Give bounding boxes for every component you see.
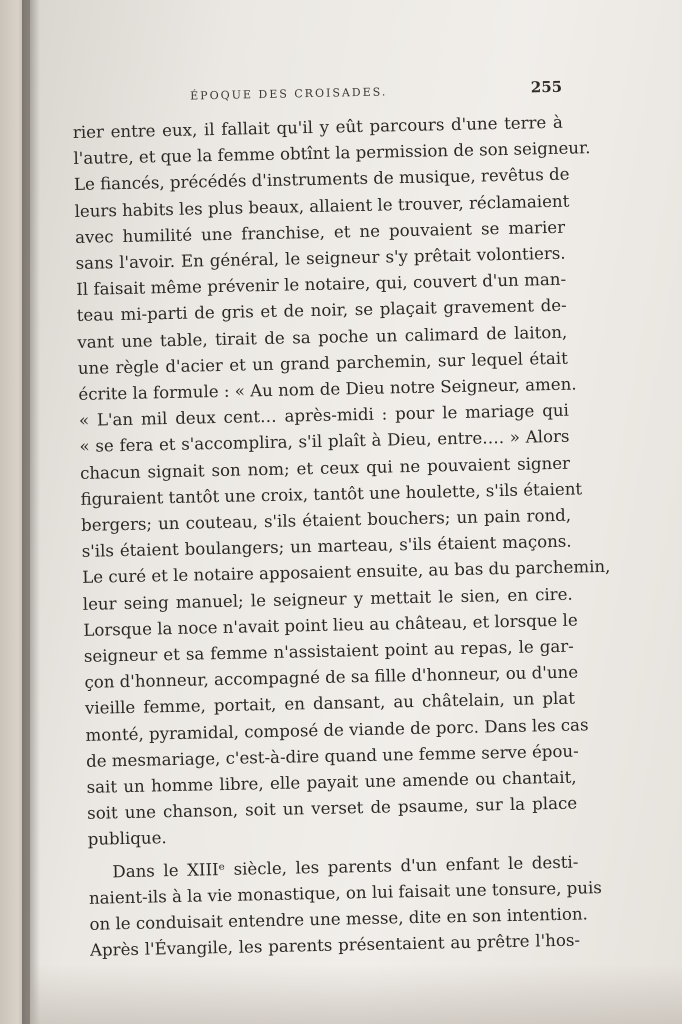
book-gutter-shadow: [22, 0, 40, 1024]
text-line: s'ils étaient boulangers; un marteau, s'ils étaient maçons.: [81, 531, 572, 562]
text-line: Dans le XIIIᵉ siècle, les parents d'un enfant le desti-: [112, 852, 579, 882]
text-line: vieille femme, portait, en dansant, au châtelain, un plat: [84, 689, 576, 719]
text-line: monté, pyramidal, composé de viande de porc. Dans les cas: [85, 714, 589, 745]
text-line: çon d'honneur, accompagné de sa fille d'honneur, ou d'une: [84, 662, 579, 693]
running-head: ÉPOQUE DES CROISADES.: [190, 85, 388, 103]
paragraph-2: [88, 849, 603, 964]
text-line: figuraient tantôt une croix, tantôt une houlette, s'ils étaient: [80, 479, 583, 509]
page-content: [72, 77, 611, 965]
text-line: une règle d'acier et un grand parchemin, sur lequel était: [77, 348, 568, 378]
text-line: de mesmariage, c'est-à-dire quand une femme serve épou-: [85, 741, 579, 771]
paragraph-1: [72, 110, 611, 854]
text-line: Le curé et le notaire apposaient ensuite, au bas du parchemin,: [82, 557, 611, 588]
text-line: Après l'Évangile, les parents présentaient au prêtre l'hos-: [89, 930, 581, 961]
text-line: seigneur et sa femme n'assistaient point au repas, le gar-: [83, 636, 574, 666]
text-line: sans l'avoir. En général, le seigneur s'y prêtait volontiers.: [75, 243, 566, 273]
text-line: bergers; un couteau, s'ils étaient bouchers; un pain rond,: [80, 505, 572, 535]
text-line: rier entre eux, il fallait qu'il y eût parcours d'une terre à: [72, 112, 564, 142]
text-line: chacun signait son nom; et ceux qui ne pouvaient signer: [79, 453, 571, 483]
page-number: 255: [530, 77, 563, 97]
text-line: on le conduisait entendre une messe, dite en son intention.: [89, 904, 589, 934]
text-line: « L'an mil deux cent… après-midi : pour le mariage qui: [78, 400, 570, 431]
page-bottom-shadow: [30, 964, 682, 1024]
text-line: leurs habits les plus beaux, allaient le trouver, réclamaient: [74, 191, 570, 221]
text-line: l'autre, et que la femme obtînt la permission de son seigneur.: [73, 138, 591, 169]
text-line: Le fiancés, précédés d'instruments de musique, revêtus de: [73, 165, 570, 195]
text-line: publique.: [87, 828, 167, 850]
text-line: teau mi-parti de gris et de noir, se plaçait gravement de-: [76, 296, 567, 326]
text-line: soit une chanson, soit un verset de psaume, sur la place: [87, 793, 578, 824]
text-line: Il faisait même prévenir le notaire, qui, couvert d'un man-: [76, 269, 567, 300]
text-line: leur seing manuel; le seigneur y mettait le sien, en cire.: [82, 584, 573, 614]
text-line: sait un homme libre, elle payait une amende ou chantait,: [86, 767, 577, 797]
text-line: naient-ils à la vie monastique, on lui faisait une tonsure, puis: [88, 877, 603, 908]
text-line: « se fera et s'accomplira, s'il plaît à Dieu, entre…. » Alors: [79, 427, 570, 457]
text-line: Lorsque la noce n'avait point lieu au château, et lorsque le: [83, 610, 578, 640]
text-line: avec humilité une franchise, et ne pouvaient se marier: [74, 217, 566, 247]
text-line: écrite la formule : « Au nom de Dieu notre Seigneur, amen.: [78, 374, 577, 404]
text-line: vant une table, tirait de sa poche un calimard de laiton,: [77, 322, 568, 352]
